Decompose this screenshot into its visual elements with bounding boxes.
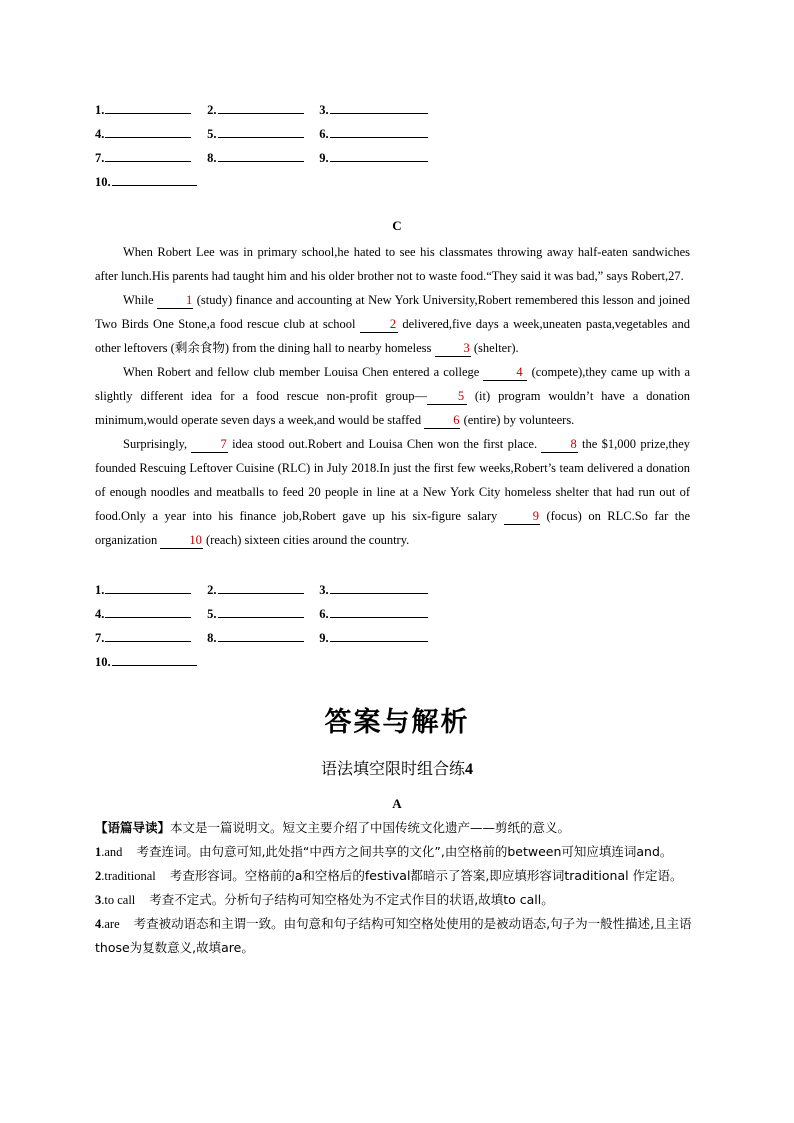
- text: (entire) by volunteers.: [460, 413, 575, 427]
- answer-number: 8.: [207, 151, 217, 165]
- paragraph: [95, 288, 690, 360]
- answer-number: 9.: [319, 631, 329, 645]
- blank-10[interactable]: 10: [160, 532, 203, 549]
- intro-line: [95, 816, 695, 840]
- item-answer: .are: [101, 917, 120, 931]
- answer-blank[interactable]: [218, 145, 304, 162]
- answer-number: 6.: [319, 127, 329, 141]
- section-heading-a: A: [392, 796, 402, 811]
- item-answer: .to call: [101, 893, 136, 907]
- answer-number: 1.: [95, 583, 105, 597]
- answer-row: [95, 145, 439, 169]
- answer-number: 4.: [95, 127, 105, 141]
- answer-blank[interactable]: [218, 601, 304, 618]
- blank-6[interactable]: 6: [424, 412, 460, 429]
- paragraph: [95, 360, 690, 432]
- text: While: [123, 293, 157, 307]
- text: (it) program wouldn’t have a donation minimum,would operate seven days a week,and would be staffed: [95, 389, 690, 427]
- answer-blank[interactable]: [330, 145, 428, 162]
- answer-row: [95, 601, 439, 625]
- blank-1[interactable]: 1: [157, 292, 193, 309]
- answer-row: [95, 121, 439, 145]
- answer-blank[interactable]: [105, 625, 191, 642]
- section-heading-c: C: [392, 218, 402, 233]
- answer-row: [95, 97, 439, 121]
- blank-3[interactable]: 3: [435, 340, 471, 357]
- answer-blank[interactable]: [105, 97, 191, 114]
- item-number: 2: [95, 869, 102, 883]
- answer-row: [95, 577, 439, 601]
- text: idea stood out.Robert and Louisa Chen won the first place.: [227, 437, 542, 451]
- item-number: 4: [95, 917, 102, 931]
- answer-blank[interactable]: [112, 169, 197, 186]
- blank-9[interactable]: 9: [504, 508, 540, 525]
- answer-number: 10.: [95, 655, 111, 669]
- answer-number: 1.: [95, 103, 105, 117]
- analysis-item: [95, 888, 695, 912]
- answer-number: 7.: [95, 151, 105, 165]
- item-number: 1: [95, 845, 102, 859]
- text: Surprisingly,: [123, 437, 192, 451]
- passage-c: [95, 240, 690, 552]
- blank-4[interactable]: 4: [483, 364, 527, 381]
- answer-blank[interactable]: [330, 625, 428, 642]
- answer-grid-top: [95, 97, 439, 193]
- answer-row: [95, 649, 439, 673]
- item-number: 3: [95, 893, 102, 907]
- answer-blank[interactable]: [218, 97, 304, 114]
- answer-blank[interactable]: [218, 625, 304, 642]
- text: the $1,000 prize,they founded Rescuing Leftover Cuisine (RLC) in July 2018.In just the first few weeks,Robert’s team delivered a donation of enough noodles and meatballs to feed 20 people in line at a New York City homeless shelter that had run out of food.Only a year into his finance job,Robert gave up his six-figure salary: [95, 437, 691, 523]
- answer-number: 2.: [207, 583, 217, 597]
- paragraph: When Robert Lee was in primary school,he hated to see his classmates throwing away half-eaten sandwiches after lunch.His parents had taught him and his older brother not to waste food.“They said it was bad,” says Robert,27.: [95, 245, 690, 283]
- paragraph: [95, 432, 690, 552]
- answer-blank[interactable]: [218, 121, 304, 138]
- intro-text: 本文是一篇说明文。短文主要介绍了中国传统文化遗产——剪纸的意义。: [170, 820, 571, 835]
- intro-tag: 【语篇导读】: [95, 820, 171, 835]
- item-explanation: 考查被动语态和主谓一致。由句意和句子结构可知空格处使用的是被动语态,句子为一般性描述,且主语those为复数意义,故填are。: [95, 916, 692, 955]
- item-answer: .and: [101, 845, 123, 859]
- text: (focus) on RLC.So far the organization: [95, 509, 690, 547]
- item-explanation: 考查连词。由句意可知,此处指“中西方之间共享的文化”,由空格前的between可知应填连词and。: [136, 844, 673, 859]
- answer-number: 2.: [207, 103, 217, 117]
- answer-blank[interactable]: [105, 601, 191, 618]
- answer-blank[interactable]: [330, 121, 428, 138]
- answer-number: 5.: [207, 607, 217, 621]
- answer-number: 5.: [207, 127, 217, 141]
- answer-number: 9.: [319, 151, 329, 165]
- answer-number: 3.: [319, 583, 329, 597]
- answer-number: 10.: [95, 175, 111, 189]
- text: When Robert and fellow club member Louisa Chen entered a college: [123, 365, 484, 379]
- blank-5[interactable]: 5: [427, 388, 467, 405]
- text: (shelter).: [470, 341, 519, 355]
- answer-number: 6.: [319, 607, 329, 621]
- text: (reach) sixteen cities around the country.: [202, 533, 410, 547]
- text: (study) finance and accounting at New York University,Robert remembered this lesson and joined Two Birds One Stone,a food rescue club at school: [95, 293, 690, 331]
- blank-8[interactable]: 8: [541, 436, 577, 453]
- answer-blank[interactable]: [330, 577, 428, 594]
- analysis-block: [95, 816, 695, 960]
- analysis-item: [95, 840, 695, 864]
- analysis-item: [95, 864, 695, 888]
- answer-row: [95, 169, 439, 193]
- text: (compete),they came up with a slightly different idea for a food rescue non-profit group—: [95, 365, 690, 403]
- answer-blank[interactable]: [105, 577, 191, 594]
- answers-title: 答案与解析: [324, 707, 470, 738]
- subtitle-text: 语法填空限时组合练: [320, 759, 465, 778]
- answer-blank[interactable]: [105, 121, 191, 138]
- text: delivered,five days a week,uneaten pasta,vegetables and other leftovers (剩余食物) from the dining hall to nearby homeless: [95, 317, 690, 355]
- blank-2[interactable]: 2: [360, 316, 398, 333]
- answer-number: 8.: [207, 631, 217, 645]
- answer-blank[interactable]: [330, 97, 428, 114]
- answer-number: 3.: [319, 103, 329, 117]
- answer-number: 7.: [95, 631, 105, 645]
- answer-blank[interactable]: [330, 601, 428, 618]
- answer-grid-c: [95, 577, 439, 673]
- item-explanation: 考查不定式。分析句子结构可知空格处为不定式作目的状语,故填to call。: [149, 892, 554, 907]
- item-answer: .traditional: [101, 869, 156, 883]
- answer-blank[interactable]: [218, 577, 304, 594]
- analysis-item: [95, 912, 695, 960]
- answer-blank[interactable]: [112, 649, 197, 666]
- blank-7[interactable]: 7: [191, 436, 227, 453]
- answer-blank[interactable]: [105, 145, 191, 162]
- item-explanation: 考查形容词。空格前的a和空格后的festival都暗示了答案,即应填形容词traditional 作定语。: [169, 868, 683, 883]
- answer-number: 4.: [95, 607, 105, 621]
- answer-row: [95, 625, 439, 649]
- subtitle-number: 4: [465, 761, 473, 778]
- answers-subtitle: [0, 756, 794, 779]
